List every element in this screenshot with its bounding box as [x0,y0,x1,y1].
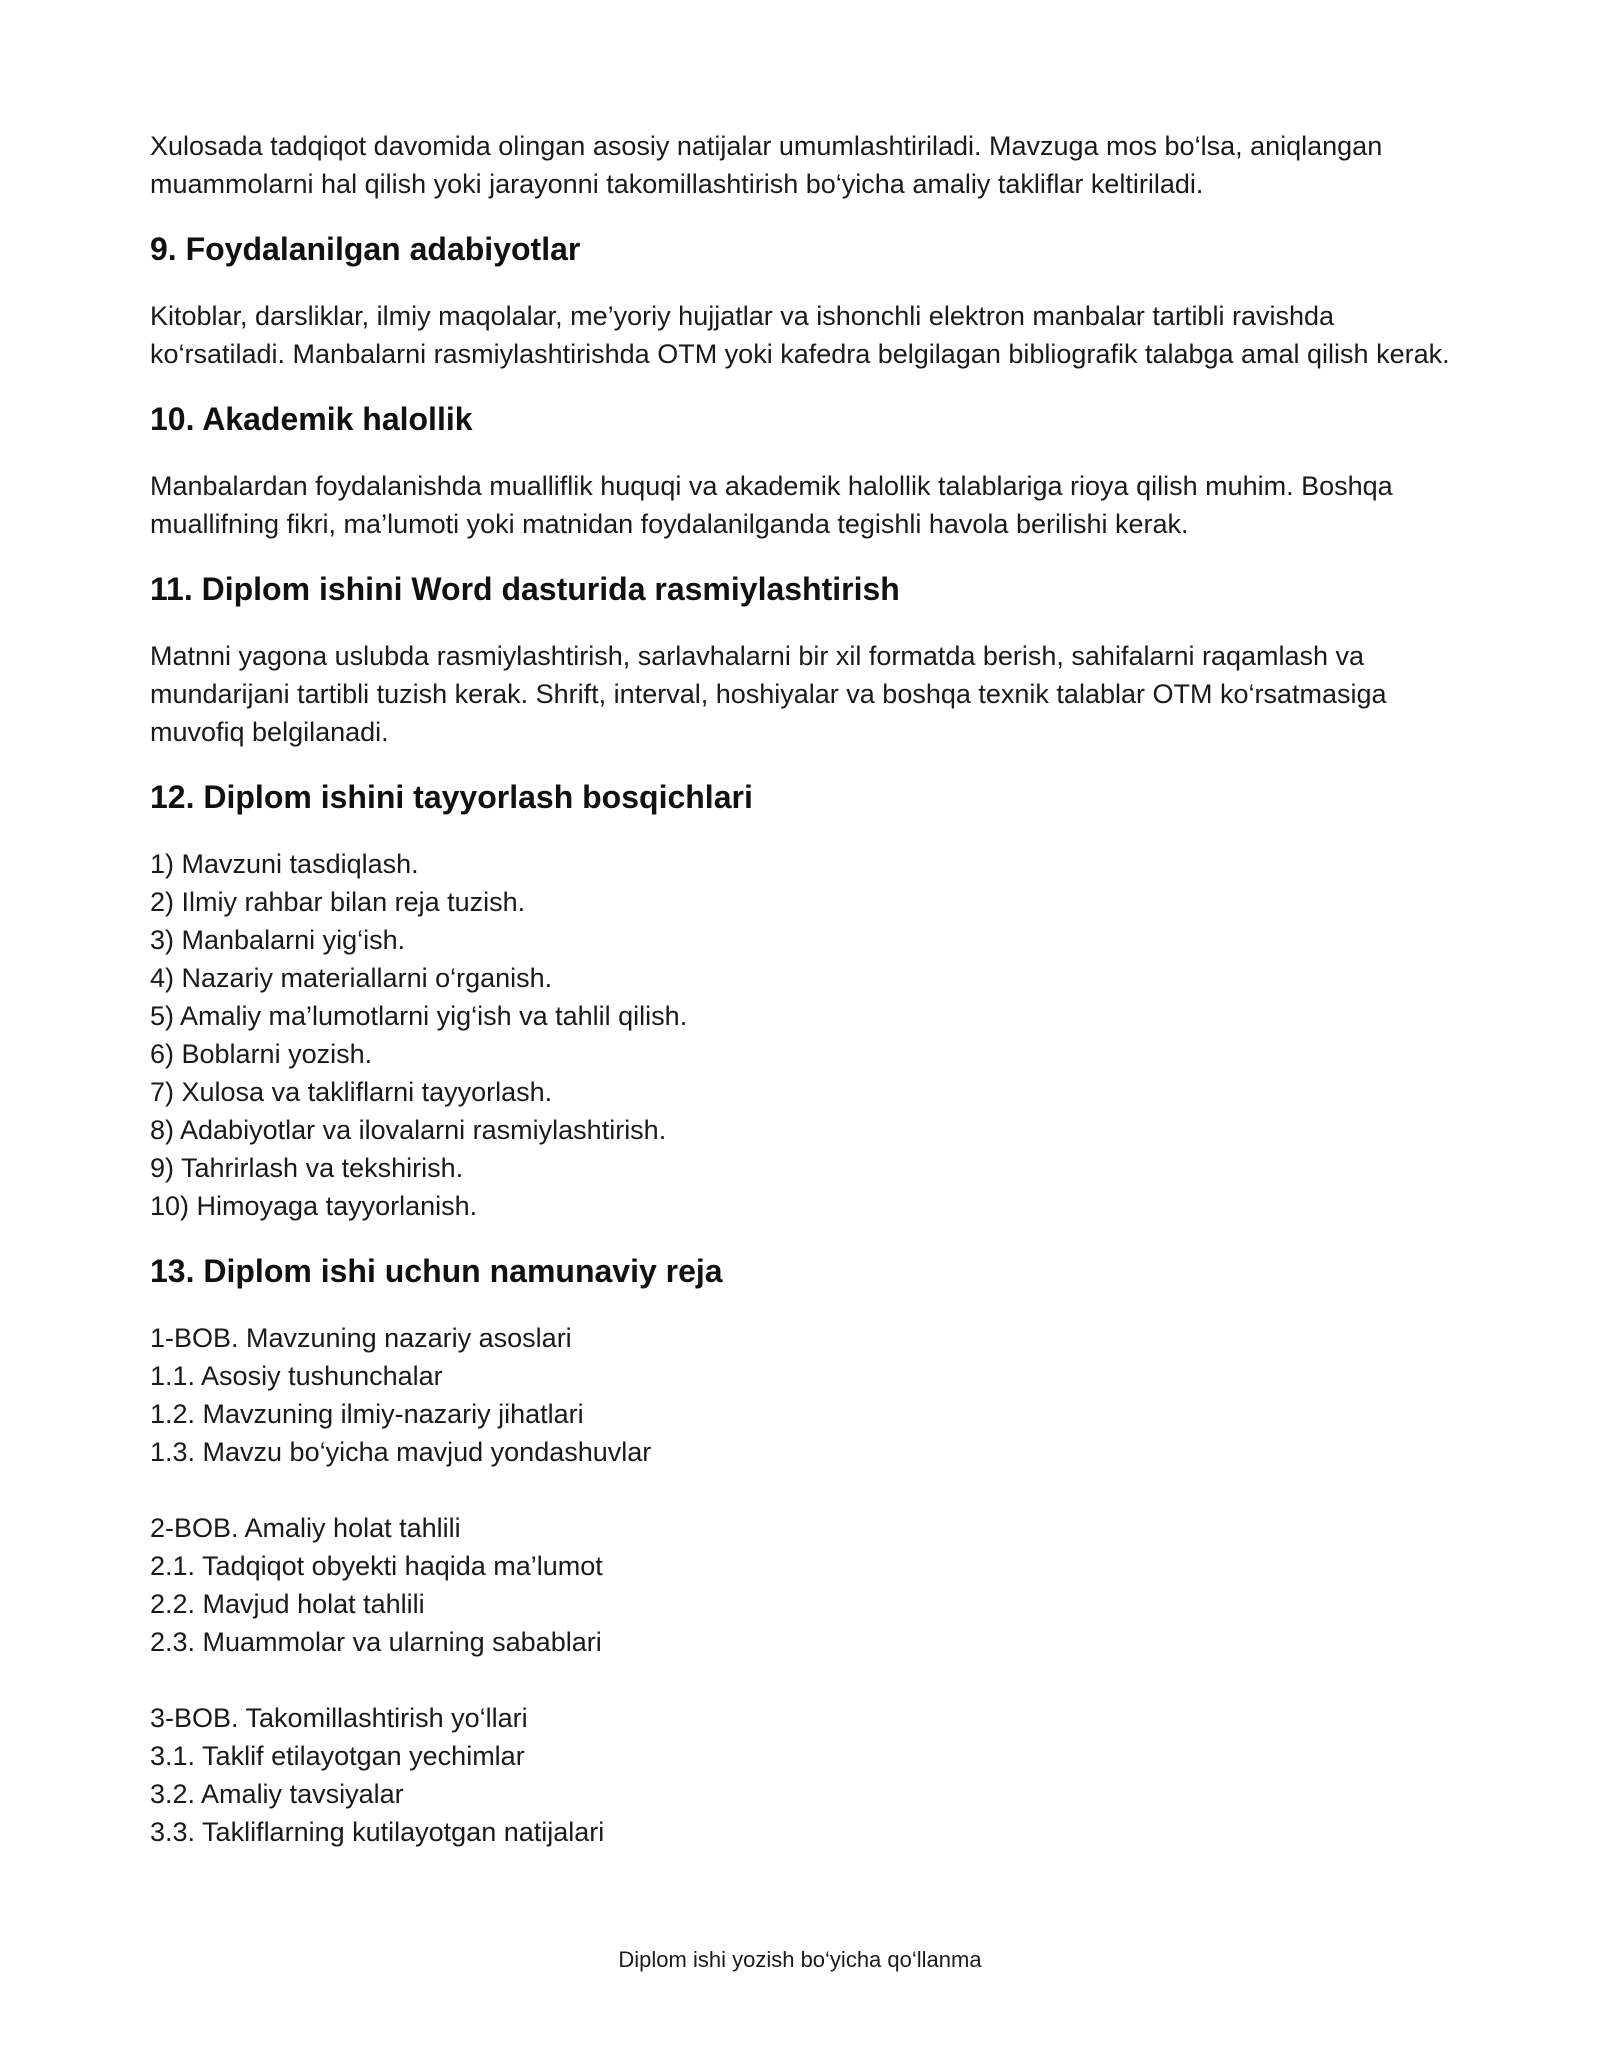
preparation-steps-list [150,845,1450,1225]
section-10-paragraph: Manbalardan foydalanishda mualliflik huquqi va akademik halollik talablariga rioya qilish muhim. Boshqa muallifning fikri, ma’lumoti yoki matnidan foydalanilganda tegishli havola berilishi kerak. [150,471,1393,539]
list-item: 2.2. Mavjud holat tahlili [150,1589,425,1619]
section-11-heading: 11. Diplom ishini Word dasturida rasmiylashtirish [150,571,900,607]
blank-line [150,1661,1450,1699]
list-item: 7) Xulosa va takliflarni tayyorlash. [150,1077,553,1107]
list-item: 10) Himoyaga tayyorlanish. [150,1191,478,1221]
section-10-heading: 10. Akademik halollik [150,401,473,437]
list-item: 3.3. Takliflarning kutilayotgan natijalari [150,1817,605,1847]
list-item: 2) Ilmiy rahbar bilan reja tuzish. [150,887,526,917]
list-item: 8) Adabiyotlar va ilovalarni rasmiylashtirish. [150,1115,667,1145]
list-item: 1.3. Mavzu bo‘yicha mavjud yondashuvlar [150,1437,652,1467]
chapter-title: 1-BOB. Mavzuning nazariy asoslari [150,1323,572,1353]
list-item: 1) Mavzuni tasdiqlash. [150,849,419,879]
document-page [150,127,1450,1875]
section-9-paragraph: Kitoblar, darsliklar, ilmiy maqolalar, me’yoriy hujjatlar va ishonchli elektron manbalar tartibli ravishda ko‘rsatiladi. Manbalarni rasmiylashtirishda OTM yoki kafedra belgilagan bibliografik talabga amal qilish kerak. [150,301,1450,369]
section-11-paragraph: Matnni yagona uslubda rasmiylashtirish, sarlavhalarni bir xil formatda berish, sahifalarni raqamlash va mundarijani tartibli tuzish kerak. Shrift, interval, hoshiyalar va boshqa texnik talablar OTM ko‘rsatmasiga muvofiq belgilanadi. [150,641,1387,747]
list-item: 4) Nazariy materiallarni o‘rganish. [150,963,553,993]
blank-line [150,1471,1450,1509]
list-item: 3) Manbalarni yig‘ish. [150,925,406,955]
intro-paragraph: Xulosada tadqiqot davomida olingan asosiy natijalar umumlashtiriladi. Mavzuga mos bo‘lsa, aniqlangan muammolarni hal qilish yoki jarayonni takomillashtirish bo‘yicha amaliy takliflar keltiriladi. [150,131,1383,199]
list-item: 3.1. Taklif etilayotgan yechimlar [150,1741,525,1771]
section-12-heading: 12. Diplom ishini tayyorlash bosqichlari [150,779,753,815]
list-item: 9) Tahrirlash va tekshirish. [150,1153,464,1183]
chapter-title: 3-BOB. Takomillashtirish yo‘llari [150,1703,528,1733]
sample-plan-list [150,1319,1450,1851]
chapter-title: 2-BOB. Amaliy holat tahlili [150,1513,461,1543]
list-item: 2.1. Tadqiqot obyekti haqida ma’lumot [150,1551,603,1581]
section-13-heading: 13. Diplom ishi uchun namunaviy reja [150,1253,723,1289]
list-item: 5) Amaliy ma’lumotlarni yig‘ish va tahlil qilish. [150,1001,688,1031]
section-9-heading: 9. Foydalanilgan adabiyotlar [150,231,581,267]
list-item: 1.2. Mavzuning ilmiy-nazariy jihatlari [150,1399,584,1429]
list-item: 3.2. Amaliy tavsiyalar [150,1779,404,1809]
list-item: 6) Boblarni yozish. [150,1039,373,1069]
page-footer: Diplom ishi yozish bo‘yicha qo‘llanma [618,1947,982,1972]
list-item: 1.1. Asosiy tushunchalar [150,1361,443,1391]
list-item: 2.3. Muammolar va ularning sabablari [150,1627,602,1657]
